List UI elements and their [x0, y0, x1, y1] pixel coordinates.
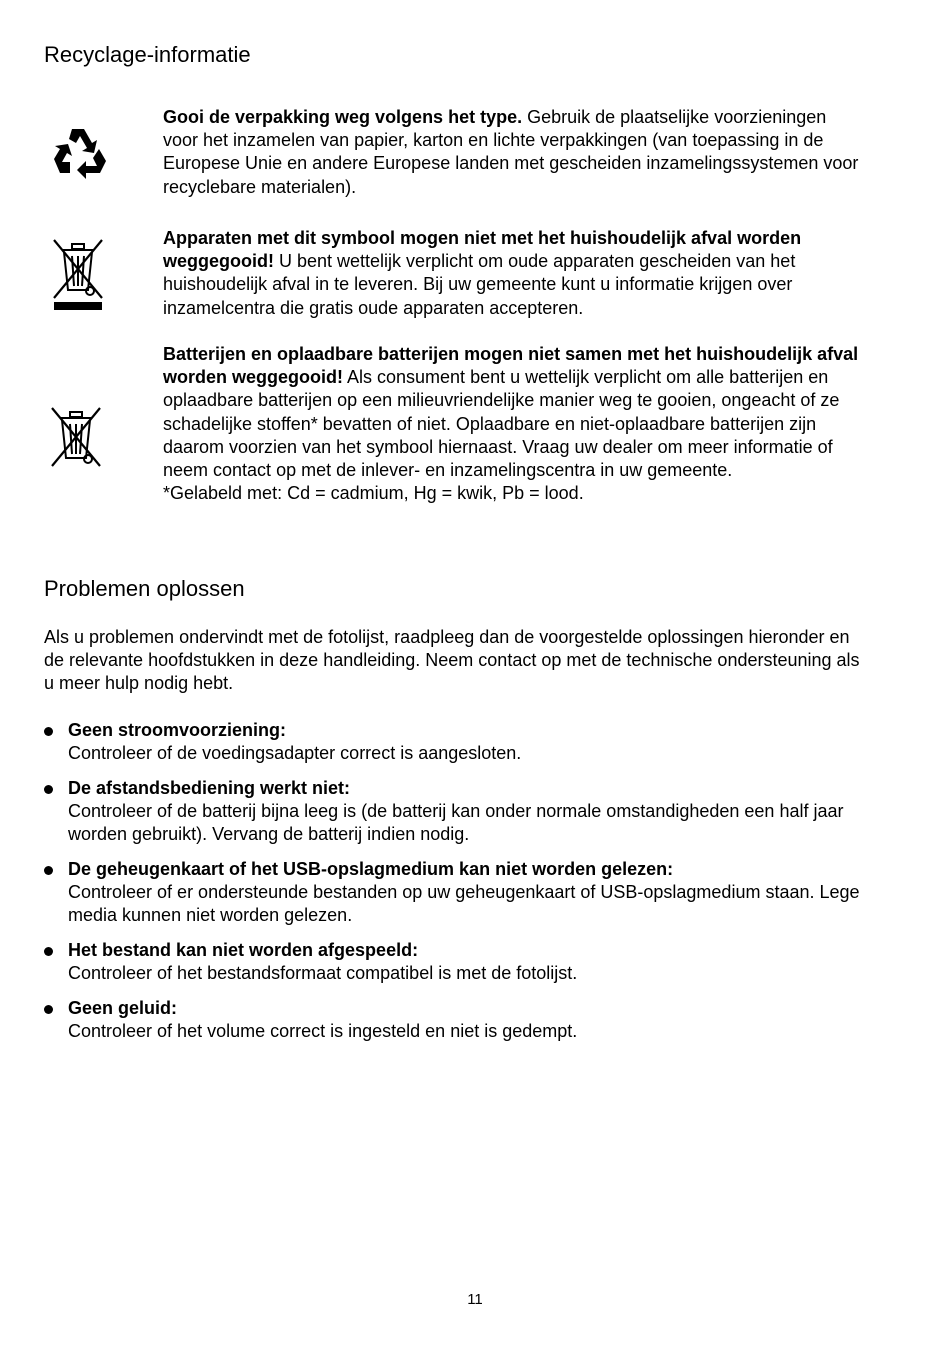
recycling-heading: Recyclage-informatie — [44, 42, 251, 67]
item-label: Geen geluid: — [68, 998, 178, 1018]
appliances-info-text: U bent wettelijk verplicht om oude apparaten gescheiden van het huishoudelijk afval in te leveren. Bij uw gemeente kunt u informatie krijgen over inzamelcentra die gratis oude apparaten accepteren. — [163, 251, 796, 318]
item-label: De geheugenkaart of het USB-opslagmedium kan niet worden gelezen: — [68, 859, 674, 879]
troubleshooting-heading: Problemen oplossen — [44, 576, 245, 601]
troubleshooting-intro: Als u problemen ondervindt met de fotolijst, raadpleeg dan de voorgestelde oplossingen hieronder en de relevante hoofdstukken in deze handleiding. Neem contact op met de technische ondersteuning als u meer hulp nodig hebt. — [44, 627, 860, 694]
crossed-bin-icon — [50, 236, 106, 314]
bullet-dot — [44, 785, 53, 794]
list-item — [44, 858, 864, 928]
crossed-bin-icon — [48, 404, 104, 470]
appliances-info-bold: Apparaten met dit symbool mogen niet met het huishoudelijk afval worden weggegooid! — [163, 228, 802, 272]
page-number: 11 — [467, 1291, 483, 1308]
batteries-note: *Gelabeld met: Cd = cadmium, Hg = kwik, Pb = lood. — [163, 483, 584, 504]
appliances-info — [163, 227, 863, 320]
bullet-dot — [44, 727, 53, 736]
item-label: Geen stroomvoorziening: — [68, 720, 287, 740]
list-item — [44, 997, 864, 1043]
item-text: Controleer of het volume correct is ingesteld en niet is gedempt. — [68, 1021, 578, 1042]
bullet-dot — [44, 866, 53, 875]
batteries-info-text: Als consument bent u wettelijk verplicht om alle batterijen en oplaadbare batterijen op een milieuvriendelijke manier weg te gooien, ongeacht of ze schadelijke stoffen* bevatten of niet. Oplaadbare en niet-oplaadbare batterijen zijn daarom voorzien van het symbool hiernaast. Vraag uw dealer om meer informatie of neem contact op met de inlever- en inzamelingscentra in uw gemeente. — [163, 367, 840, 481]
list-item — [44, 777, 864, 847]
bullet-dot — [44, 1005, 53, 1014]
packaging-info-text: Gebruik de plaatselijke voorzieningen voor het inzamelen van papier, karton en lichte verpakkingen (van toepassing in de Europese Unie en andere Europese landen met gescheiden inzamelingssystemen voor recyclebare materialen). — [163, 107, 859, 197]
list-item — [44, 939, 864, 985]
batteries-info — [163, 343, 863, 505]
item-text: Controleer of de voedingsadapter correct is aangesloten. — [68, 743, 522, 764]
item-text: Controleer of het bestandsformaat compatibel is met de fotolijst. — [68, 963, 578, 984]
item-label: De afstandsbediening werkt niet: — [68, 778, 351, 798]
item-label: Het bestand kan niet worden afgespeeld: — [68, 940, 419, 960]
recycle-icon — [50, 125, 110, 183]
item-text: Controleer of de batterij bijna leeg is (de batterij kan onder normale omstandigheden een half jaar worden gebruikt). Vervang de batterij indien nodig. — [68, 801, 844, 845]
item-text: Controleer of er ondersteunde bestanden op uw geheugenkaart of USB-opslagmedium staan. Lege media kunnen niet worden gelezen. — [68, 882, 860, 926]
packaging-info-bold: Gooi de verpakking weg volgens het type. — [163, 107, 523, 127]
packaging-info — [163, 106, 863, 199]
bullet-dot — [44, 947, 53, 956]
batteries-info-bold: Batterijen en oplaadbare batterijen mogen niet samen met het huishoudelijk afval worden weggegooid! — [163, 344, 859, 388]
list-item — [44, 719, 864, 765]
